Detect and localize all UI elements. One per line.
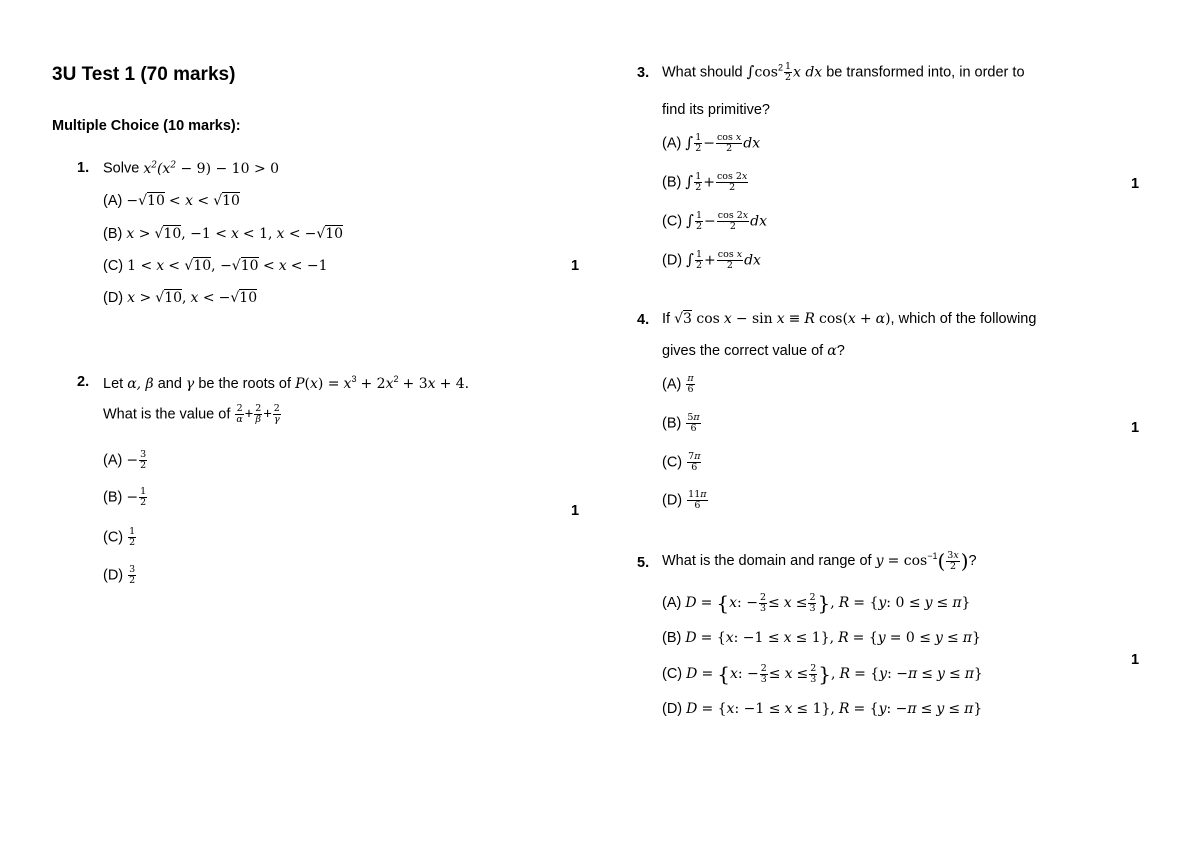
question-number: 4. <box>637 312 650 328</box>
question-text <box>103 160 279 177</box>
option-label: (B) <box>662 415 682 432</box>
question-tail: be the roots of <box>198 375 292 392</box>
question-number: 5. <box>637 555 650 571</box>
option-label: (A) <box>662 594 682 611</box>
question-lead: If <box>662 311 671 327</box>
option-a[interactable]: (A) − $\frac{3}{2}$ <box>103 449 147 471</box>
option-label: (D) <box>662 492 683 509</box>
option-label: (C) <box>662 665 683 682</box>
option-label: (C) <box>103 529 124 546</box>
option-c[interactable]: (C) ∫ $\frac{1}{2}$ − $\frac{\cos 2x}{2}$ dx <box>662 210 767 232</box>
question-text: What is the domain and range of $y = \cos^{-1}$( $\frac{3x}{2}$ )? <box>662 549 977 573</box>
option-d[interactable]: (D) x > √10, x < −√10 <box>103 290 258 306</box>
question-text: Let α, β and γ be the roots of $P(x) = x^3 + 2x^2 + 3x + 4$. <box>103 374 470 392</box>
page-title: 3U Test 1 (70 marks) <box>52 64 236 85</box>
question-lead: Let <box>103 375 124 392</box>
option-b[interactable]: (B) $\frac{5\pi}{6}$ <box>662 412 700 434</box>
option-label: (C) <box>662 213 683 230</box>
option-label: (A) <box>662 376 682 393</box>
option-label: (D) <box>103 567 124 584</box>
option-c[interactable]: (C) $\frac{1}{2}$ <box>103 526 136 548</box>
question-lead: What should <box>662 64 743 81</box>
option-b[interactable]: (B) ∫ $\frac{1}{2}$ + $\frac{\cos 2x}{2}$ <box>662 171 748 193</box>
mark-value: 1 <box>1131 420 1140 436</box>
question-connector: and <box>157 375 182 392</box>
section-title: Multiple Choice (10 marks): <box>52 118 241 134</box>
option-label: (D) <box>662 701 683 717</box>
option-a[interactable]: (A) −√10 < x < √10 <box>103 193 240 209</box>
mark-value: 1 <box>1131 176 1140 192</box>
question-number: 1. <box>77 160 90 176</box>
option-d[interactable]: (D) $\frac{11\pi}{6}$ <box>662 489 707 511</box>
question-lead: What is the value of <box>103 406 231 423</box>
option-a[interactable]: (A) D = {x: − $\frac{2}{3}$ ≤ x ≤ $\frac{2}{3}$ }, R = {y: 0 ≤ y ≤ π} <box>662 591 971 615</box>
question-tail: be transformed into, in order to <box>826 64 1025 81</box>
option-b[interactable]: (B) x > √10, −1 < x < 1, x < −√10 <box>103 226 344 242</box>
mark-value: 1 <box>571 503 580 519</box>
option-d[interactable]: (D) D = {x: −1 ≤ x ≤ 1}, R = {y: −π ≤ y ≤ π} <box>662 701 983 717</box>
option-label: (D) <box>662 252 683 269</box>
question-lead: gives the correct value of <box>662 343 824 359</box>
question-number: 2. <box>77 374 90 390</box>
option-label: (B) <box>103 489 123 506</box>
option-label: (A) <box>103 193 123 209</box>
option-label: (B) <box>103 226 123 242</box>
question-lead: Solve <box>103 160 140 177</box>
option-label: (A) <box>103 452 123 469</box>
option-c[interactable]: (C) 1 < x < √10, −√10 < x < −1 <box>103 258 328 274</box>
question-line-2: gives the correct value of α? <box>662 343 845 359</box>
option-b[interactable]: (B) − $\frac{1}{2}$ <box>103 486 147 508</box>
option-a[interactable]: (A) ∫ $\frac{1}{2}$ − $\frac{\text{cos x}}{2}$ dx <box>662 132 761 154</box>
question-tail: , which of the following <box>890 311 1037 327</box>
option-a[interactable]: (A) $\frac{\pi}{6}$ <box>662 373 694 395</box>
question-line-2: find its primitive? <box>662 102 770 118</box>
option-label: (B) <box>662 630 682 646</box>
option-c[interactable]: (C) D = {x: − $\frac{2}{3}$ ≤ x ≤ $\frac{2}{3}$ }, R = {y: −π ≤ y ≤ π} <box>662 662 983 686</box>
option-label: (B) <box>662 174 682 191</box>
option-label: (D) <box>103 290 124 306</box>
question-line-2: What is the value of $\frac{2}{\alpha}$ + $\frac{2}{\beta}$ + $\frac{2}{\gamma}$ <box>103 403 280 425</box>
question-number: 3. <box>637 65 650 81</box>
option-c[interactable]: (C) $\frac{7\pi}{6}$ <box>662 451 701 473</box>
option-label: (C) <box>103 258 124 274</box>
option-d[interactable]: (D) ∫ $\frac{1}{2}$ + $\frac{\text{cos x}}{2}$ dx <box>662 249 761 271</box>
math-expression: $x^2(x^2 - 9) - 10 > 0$ <box>143 160 280 177</box>
question-lead: What is the domain and range of <box>662 552 872 569</box>
option-label: (C) <box>662 454 683 471</box>
question-text: What should $\int\cos^2$ $\frac{1}{2}$ x dx be transformed into, in order to <box>662 61 1025 83</box>
mark-value: 1 <box>571 258 580 274</box>
mark-value: 1 <box>1131 652 1140 668</box>
option-b[interactable]: (B) D = {x: −1 ≤ x ≤ 1}, R = {y = 0 ≤ y ≤ π} <box>662 630 981 646</box>
option-d[interactable]: (D) $\frac{3}{2}$ <box>103 564 136 586</box>
question-text: If √3 cos x − sin x ≡ R cos(x + α), which of the following <box>662 311 1037 327</box>
option-label: (A) <box>662 135 682 152</box>
